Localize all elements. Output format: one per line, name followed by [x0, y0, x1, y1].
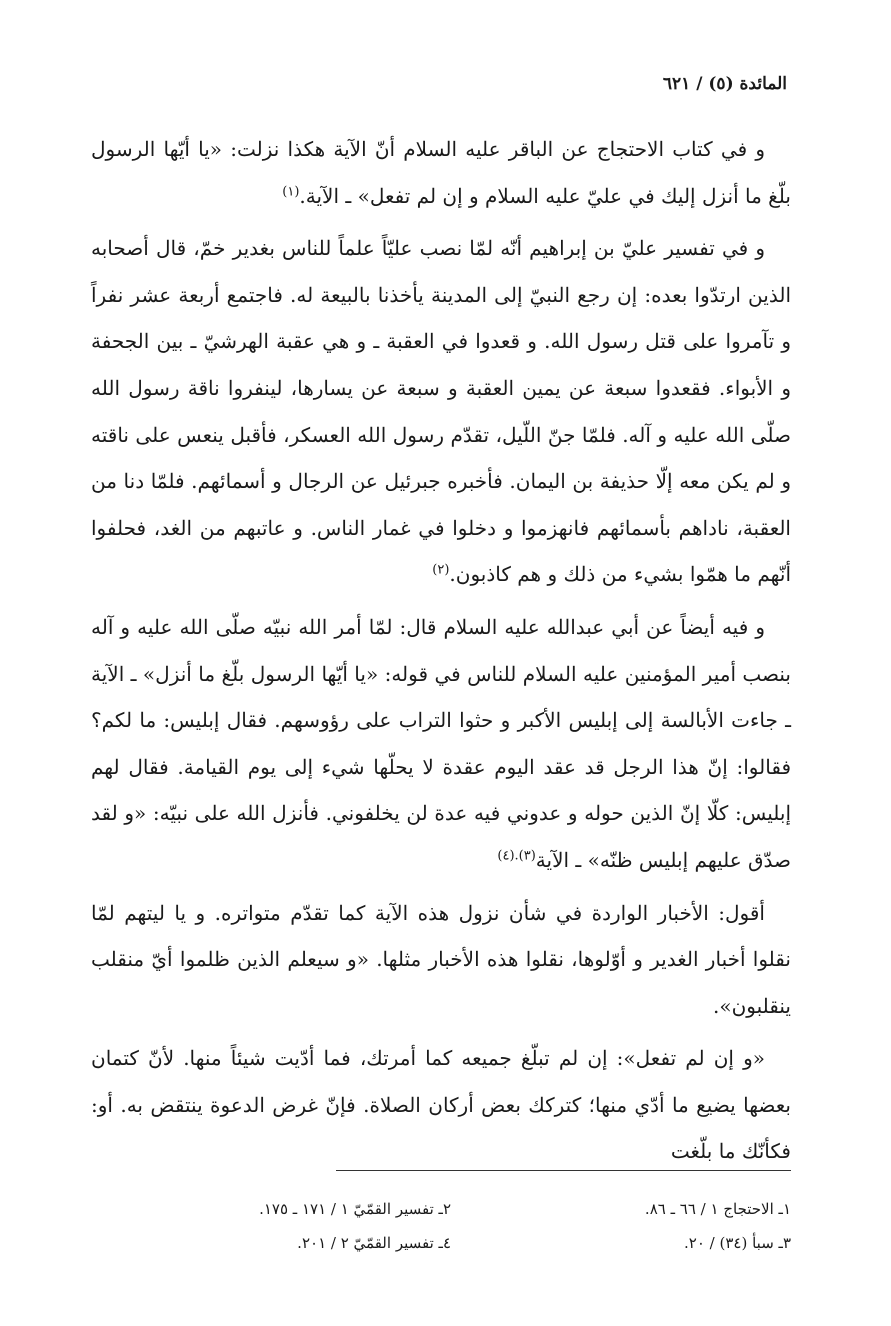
paragraph-2 [91, 225, 791, 598]
paragraph-3 [91, 604, 791, 884]
running-head: المائدة (٥) / ٦٢١ [662, 74, 787, 94]
footnote-ref-3: (٣).(٤) [497, 848, 536, 864]
footnote-ref-1: (١) [282, 183, 300, 199]
footnote-2: ٢ـ تفسير القمّيّ ١ / ١٧١ ـ ١٧٥. [259, 1200, 451, 1218]
paragraph-2-text: و في تفسير عليّ بن إبراهيم أنّه لمّا نصب عليّاً علماً للناس بغدير خمّ، قال أصحابه الذين ارتدّوا بعده: إن رجع النبيّ إلى المدينة يأخذنا بالبيعة له. فاجتمع أربعة عشر نفراً و تآمروا على قتل رسول الله. و قعدوا في العقبة ـ و هي عقبة الهرشيّ ـ بين الجحفة و الأبواء. فقعدوا سبعة عن يمين العقبة و سبعة عن يسارها، لينفروا ناقة رسول الله صلّى الله عليه و آله. فلمّا جنّ اللّيل، تقدّم رسول الله العسكر، فأقبل ينعس على ناقته و لم يكن معه إلّا حذيفة بن اليمان. فأخبره جبرئيل عن الرجال و أسمائهم. فلمّا دنا من العقبة، ناداهم بأسمائهم فانهزموا و دخلوا في غمار الناس. و عاتبهم من الغد، فحلفوا أنّهم ما همّوا بشيء من ذلك و هم كاذبون. [91, 236, 791, 587]
paragraph-5-text: «و إن لم تفعل»: إن لم تبلّغ جميعه كما أمرتك، فما أدّيت شيئاً منها. لأنّ كتمان بعضها يضيع ما أدّي منها؛ كتركك بعض أركان الصلاة. فإنّ غرض الدعوة ينتقض به. أو: فكأنّك ما بلّغت [91, 1046, 791, 1164]
footnote-3: ٣ـ سبأ (٣٤) / ٢٠. [684, 1234, 791, 1252]
footnote-1: ١ـ الاحتجاج ١ / ٦٦ ـ ٨٦. [644, 1200, 791, 1218]
paragraph-1-text: و في كتاب الاحتجاج عن الباقر عليه السلام أنّ الآية هكذا نزلت: «يا أيّها الرسول بلّغ ما أنزل إليك في عليّ عليه السلام و إن لم تفعل» ـ الآية. [91, 137, 791, 208]
paragraph-5 [91, 1035, 791, 1175]
footnote-4: ٤ـ تفسير القمّيّ ٢ / ٢٠١. [297, 1234, 451, 1252]
main-text [91, 126, 791, 1181]
footnotes [151, 1192, 791, 1260]
paragraph-1 [91, 126, 791, 219]
paragraph-4-text: أقول: الأخبار الواردة في شأن نزول هذه الآية كما تقدّم متواتره. و يا ليتهم لمّا نقلوا أخبار الغدير و أوّلوها، نقلوا هذه الأخبار مثلها. «و سيعلم الذين ظلموا أيّ منقلب ينقلبون». [91, 900, 791, 1018]
footnote-divider [336, 1170, 791, 1171]
footnote-ref-2: (٢) [432, 562, 450, 578]
paragraph-4 [91, 890, 791, 1030]
paragraph-3-text: و فيه أيضاً عن أبي عبدالله عليه السلام قال: لمّا أمر الله نبيّه صلّى الله عليه و آله بنصب أمير المؤمنين عليه السلام للناس في قوله: «يا أيّها الرسول بلّغ ما أنزل» ـ الآية ـ جاءت الأبالسة إلى إبليس الأكبر و حثوا التراب على رؤوسهم. فقال إبليس: ما لكم؟ فقالوا: إنّ هذا الرجل قد عقد اليوم عقدة لا يحلّها شيء إلى يوم القيامة. فقال لهم إبليس: كلّا إنّ الذين حوله و عدوني فيه عدة لن يخلفوني. فأنزل الله على نبيّه: «و لقد صدّق عليهم إبليس ظنّه» ـ الآية [91, 614, 791, 872]
